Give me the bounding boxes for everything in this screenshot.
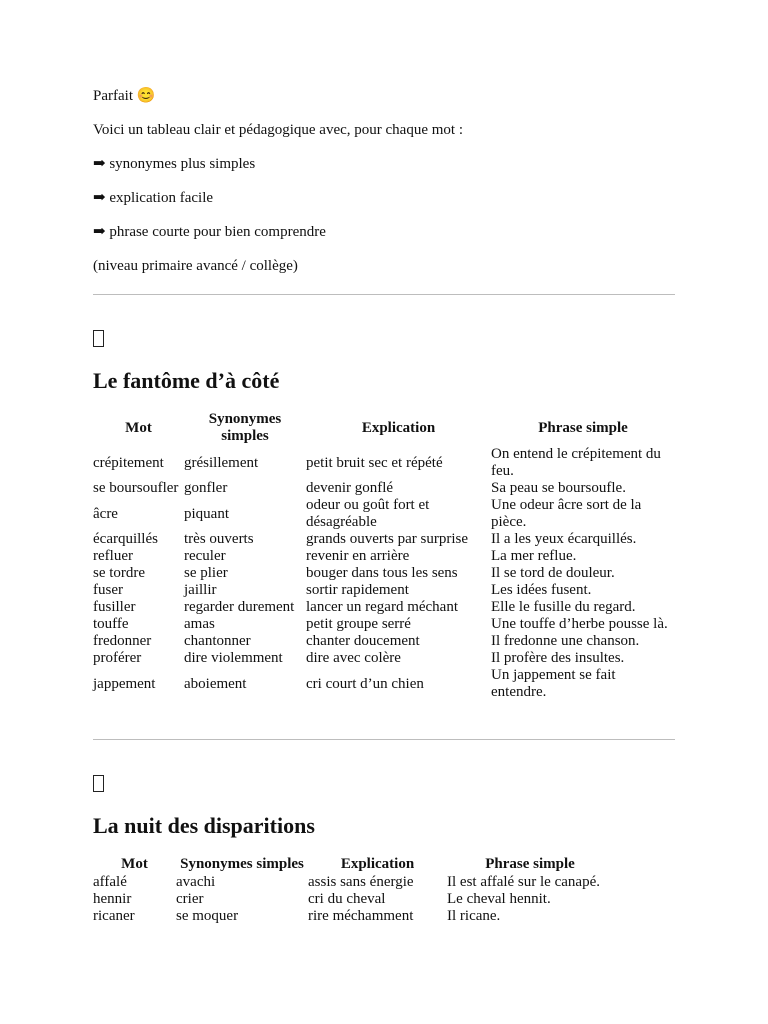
table-cell: petit bruit sec et répété (306, 454, 443, 471)
table-row (93, 599, 675, 616)
column-header: Mot (121, 856, 148, 872)
table-cell: proférer (93, 650, 142, 666)
table-cell: se plier (184, 565, 228, 581)
table-cell: devenir gonflé (306, 480, 394, 496)
table-cell: dire avec colère (306, 650, 401, 666)
missing-glyph-icon (93, 775, 104, 792)
table-cell: Une touffe d’herbe pousse là. (491, 616, 668, 632)
table-cell: gonfler (184, 480, 228, 496)
table-cell: fuser (93, 582, 123, 598)
greeting-text: Parfait 😊 (93, 88, 156, 104)
table-cell: rire méchamment (308, 908, 414, 924)
column-header: Explication (361, 419, 436, 436)
table-cell: Les idées fusent. (491, 582, 592, 598)
table-cell: odeur ou goût fort et désagréable (306, 497, 430, 530)
table-cell: cri court d’un chien (306, 675, 424, 692)
table-cell: piquant (184, 505, 229, 522)
table-cell: Il est affalé sur le canapé. (447, 874, 600, 890)
table-cell: jaillir (184, 582, 217, 598)
table-cell: Une odeur âcre sort de la pièce. (491, 497, 642, 530)
table-cell: On entend le crépitement du feu. (491, 446, 661, 479)
bullet-sentence: ➡ phrase courte pour bien comprendre (93, 224, 326, 240)
lead-text: Voici un tableau clair et pédagogique avec, pour chaque mot : (93, 122, 464, 138)
table-cell: assis sans énergie (308, 874, 414, 890)
table-row (93, 633, 675, 650)
column-header: Synonymes simples (180, 856, 304, 872)
table-cell: avachi (176, 874, 216, 890)
table-row (93, 891, 613, 908)
table-cell: aboiement (184, 675, 247, 692)
table-row (93, 616, 675, 633)
section-title: La nuit des disparitions (93, 813, 315, 838)
table-cell: refluer (93, 548, 133, 564)
table-row (93, 874, 613, 891)
table-cell: sortir rapidement (306, 582, 409, 598)
table-header-row (93, 410, 675, 446)
table-row (93, 667, 675, 701)
vocabulary-table (93, 410, 675, 701)
column-header: Synonymes simples (208, 411, 282, 444)
bullet-explanation: ➡ explication facile (93, 190, 214, 206)
table-cell: fusiller (93, 599, 136, 615)
horizontal-divider (93, 294, 675, 295)
horizontal-divider (93, 739, 675, 740)
table-cell: Il se tord de douleur. (491, 565, 615, 581)
table-cell: grands ouverts par surprise (306, 531, 469, 547)
table-cell: se boursoufler (93, 480, 179, 496)
vocabulary-table (93, 855, 613, 925)
table-row (93, 582, 675, 599)
table-row (93, 446, 675, 480)
table-cell: jappement (93, 675, 156, 692)
column-header: Mot (125, 419, 152, 436)
table-cell: Il a les yeux écarquillés. (491, 531, 637, 547)
missing-glyph-icon (93, 330, 104, 347)
table-row (93, 908, 613, 925)
table-cell: affalé (93, 874, 127, 890)
table-cell: crier (176, 891, 204, 907)
bullet-synonyms: ➡ synonymes plus simples (93, 156, 256, 172)
level-note: (niveau primaire avancé / collège) (93, 258, 298, 274)
table-cell: touffe (93, 616, 129, 632)
table-cell: lancer un regard méchant (306, 599, 458, 615)
table-row (93, 480, 675, 497)
table-cell: Il ricane. (447, 908, 501, 924)
table-cell: Le cheval hennit. (447, 891, 551, 907)
table-cell: ricaner (93, 908, 135, 924)
table-cell: grésillement (184, 454, 259, 471)
table-cell: Il fredonne une chanson. (491, 633, 640, 649)
table-row (93, 565, 675, 582)
table-cell: chanter doucement (306, 633, 420, 649)
table-cell: Elle le fusille du regard. (491, 599, 636, 615)
table-cell: cri du cheval (308, 891, 386, 907)
table-cell: dire violemment (184, 650, 283, 666)
table-cell: La mer reflue. (491, 548, 577, 564)
table-cell: Un jappement se fait entendre. (491, 667, 616, 700)
table-row (93, 650, 675, 667)
table-cell: chantonner (184, 633, 251, 649)
table-cell: revenir en arrière (306, 548, 410, 564)
table-cell: Sa peau se boursoufle. (491, 480, 626, 496)
table-header-row (93, 855, 613, 874)
table-cell: très ouverts (184, 531, 254, 547)
section-title: Le fantôme d’à côté (93, 368, 280, 393)
table-cell: crépitement (93, 454, 164, 471)
table-cell: se moquer (176, 908, 239, 924)
table-row (93, 497, 675, 531)
column-header: Phrase simple (538, 419, 628, 436)
table-cell: écarquillés (93, 531, 158, 547)
table-cell: reculer (184, 548, 226, 564)
table-row (93, 548, 675, 565)
table-cell: se tordre (93, 565, 146, 581)
table-cell: hennir (93, 891, 132, 907)
table-cell: âcre (93, 505, 118, 522)
table-cell: amas (184, 616, 215, 632)
table-cell: fredonner (93, 633, 152, 649)
table-row (93, 531, 675, 548)
table-cell: petit groupe serré (306, 616, 411, 632)
column-header: Phrase simple (485, 856, 575, 872)
table-cell: bouger dans tous les sens (306, 565, 458, 581)
column-header: Explication (340, 856, 415, 872)
table-cell: regarder durement (184, 599, 295, 615)
table-cell: Il profère des insultes. (491, 650, 625, 666)
